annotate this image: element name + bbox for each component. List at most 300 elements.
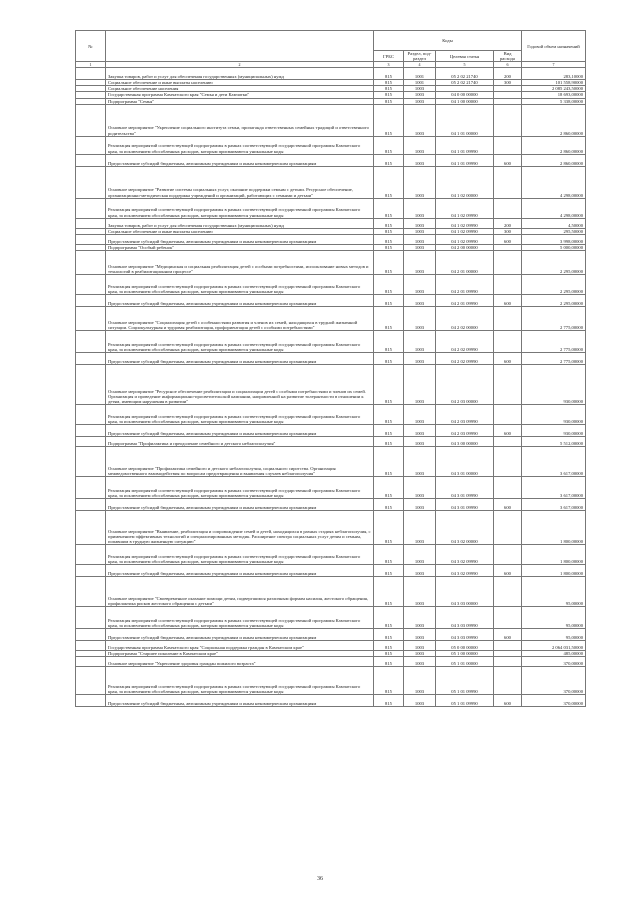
table-row: [76, 154, 586, 166]
row-expense-type: 200: [494, 68, 522, 80]
row-amount: 3 617,00000: [522, 498, 586, 510]
budget-table-page: [75, 30, 585, 707]
row-name: Основное мероприятие "Ресурсное обеспечение реабилитации и социализации детей с особыми потребностями и членов их семей. Организация и проведение информационно-просветительской кампании, направленной на развитие толерантности в отношении к детям, имеющим нарушения в развитии": [106, 364, 374, 404]
row-name: Предоставление субсидий бюджетным, автономным учреждениям и иным некоммерческим организациям: [106, 628, 374, 640]
row-target: 04 3 01 09990: [436, 476, 494, 498]
table-row: [76, 436, 586, 446]
table-row: [76, 606, 586, 628]
row-grbs: 815: [374, 86, 404, 92]
row-grbs: 815: [374, 80, 404, 86]
row-target: 04 3 03 09990: [436, 606, 494, 628]
row-no: [76, 250, 106, 274]
row-expense-type: [494, 640, 522, 650]
row-no: [76, 628, 106, 640]
row-target: 04 2 02 00000: [436, 306, 494, 330]
header-codes: Коды: [374, 31, 522, 51]
row-expense-type: [494, 306, 522, 330]
row-amount: 1 800,00000: [522, 564, 586, 576]
row-amount: 2 860,00000: [522, 154, 586, 166]
row-section: 1001: [404, 68, 436, 80]
row-expense-type: [494, 606, 522, 628]
table-row: [76, 666, 586, 694]
row-section: 1003: [404, 544, 436, 564]
row-name: Предоставление субсидий бюджетным, автономным учреждениям и иным некоммерческим организациям: [106, 234, 374, 244]
row-target: 04 3 01 00000: [436, 446, 494, 476]
row-amount: 2 295,00000: [522, 294, 586, 306]
row-amount: 2 775,00000: [522, 352, 586, 364]
row-name: Государственная программа Камчатского края "Социальная поддержка граждан в Камчатском крае": [106, 640, 374, 650]
row-target: 04 1 01 09990: [436, 136, 494, 154]
row-target: 04 1 02 09990: [436, 228, 494, 234]
row-target: 04 2 03 09990: [436, 424, 494, 436]
row-expense-type: [494, 666, 522, 694]
row-no: [76, 498, 106, 510]
row-name: Основное мероприятие "Укрепление здоровья граждан пожилого возраста": [106, 656, 374, 666]
row-amount: 4 298,00000: [522, 166, 586, 198]
row-expense-type: [494, 330, 522, 352]
table-row: [76, 364, 586, 404]
row-section: 1003: [404, 656, 436, 666]
row-no: [76, 68, 106, 80]
row-expense-type: 600: [494, 352, 522, 364]
row-name: Реализация мероприятий соответствующей подпрограммы в рамках соответствующей государственной программы Камчатского края, за исключением обособленных расходов, которым присваиваются уникальные коды: [106, 544, 374, 564]
row-expense-type: 600: [494, 564, 522, 576]
row-name: Предоставление субсидий бюджетным, автономным учреждениям и иным некоммерческим организациям: [106, 564, 374, 576]
row-grbs: 815: [374, 68, 404, 80]
row-grbs: 815: [374, 446, 404, 476]
row-amount: 1 800,00000: [522, 544, 586, 564]
row-amount: 2 860,00000: [522, 104, 586, 136]
row-no: [76, 218, 106, 228]
row-section: 1003: [404, 666, 436, 694]
row-target: 05 1 01 09990: [436, 666, 494, 694]
row-target: 04 2 02 09990: [436, 330, 494, 352]
row-name: Основное мероприятие "Укрепление социального института семьи, пропаганда ответственных семейных традиций и ответственного родительства": [106, 104, 374, 136]
row-no: [76, 564, 106, 576]
row-name: Подпрограмма "Старшее поколение в Камчатском крае": [106, 650, 374, 656]
row-target: 05 1 01 09990: [436, 694, 494, 706]
header-no: №: [76, 31, 106, 62]
row-grbs: 815: [374, 498, 404, 510]
row-section: 1003: [404, 218, 436, 228]
row-name: Предоставление субсидий бюджетным, автономным учреждениям и иным некоммерческим организациям: [106, 498, 374, 510]
row-expense-type: [494, 104, 522, 136]
row-section: 1003: [404, 640, 436, 650]
row-expense-type: [494, 446, 522, 476]
row-name: Социальное обеспечение населения: [106, 86, 374, 92]
budget-table: [75, 30, 586, 707]
table-row: [76, 564, 586, 576]
row-grbs: 815: [374, 640, 404, 650]
row-target: 04 1 00 00000: [436, 98, 494, 104]
row-section: 1001: [404, 80, 436, 86]
row-grbs: 815: [374, 424, 404, 436]
row-amount: 295,50000: [522, 228, 586, 234]
row-name: Основное мероприятие "Выявление, реабилитация и сопровождение семей и детей, находящихся в разных стадиях неблагополучия, с применением эффективных технологий и специализированных методик. Расширение спектра социальных услуг детям и семьям, попавшим в трудную жизненную ситуацию": [106, 510, 374, 544]
row-amount: 4 298,00000: [522, 198, 586, 218]
row-amount: 3 617,00000: [522, 476, 586, 498]
row-amount: 1 800,00000: [522, 510, 586, 544]
row-no: [76, 104, 106, 136]
row-amount: 370,00000: [522, 656, 586, 666]
row-no: [76, 666, 106, 694]
row-target: 04 3 02 00000: [436, 510, 494, 544]
table-row: [76, 446, 586, 476]
row-target: 04 0 00 00000: [436, 92, 494, 98]
row-name: Социальное обеспечение и иные выплаты населению: [106, 228, 374, 234]
row-grbs: 815: [374, 98, 404, 104]
row-target: 04 2 00 00000: [436, 244, 494, 250]
row-section: 1003: [404, 104, 436, 136]
row-grbs: 815: [374, 352, 404, 364]
row-target: 04 2 03 09990: [436, 404, 494, 424]
row-no: [76, 306, 106, 330]
row-no: [76, 424, 106, 436]
row-expense-type: [494, 436, 522, 446]
row-section: 1003: [404, 306, 436, 330]
row-name: Подпрограмма "Семья": [106, 98, 374, 104]
row-expense-type: 300: [494, 228, 522, 234]
row-section: 1003: [404, 694, 436, 706]
row-grbs: 815: [374, 650, 404, 656]
row-target: 04 1 02 09990: [436, 198, 494, 218]
row-no: [76, 234, 106, 244]
row-amount: 95,00000: [522, 628, 586, 640]
row-target: 04 2 01 09990: [436, 294, 494, 306]
row-no: [76, 544, 106, 564]
row-amount: 5 338,00000: [522, 98, 586, 104]
row-no: [76, 446, 106, 476]
row-amount: 2 775,00000: [522, 306, 586, 330]
table-row: [76, 424, 586, 436]
row-section: 1003: [404, 498, 436, 510]
row-amount: 2 295,00000: [522, 250, 586, 274]
table-row: [76, 218, 586, 228]
row-expense-type: 200: [494, 218, 522, 228]
row-section: 1003: [404, 404, 436, 424]
row-expense-type: 600: [494, 498, 522, 510]
row-section: 1003: [404, 576, 436, 606]
row-no: [76, 364, 106, 404]
row-name: Социальное обеспечение и иные выплаты населению: [106, 80, 374, 86]
row-expense-type: 600: [494, 628, 522, 640]
row-no: [76, 576, 106, 606]
table-row: [76, 640, 586, 650]
row-grbs: 815: [374, 694, 404, 706]
row-name: Закупка товаров, работ и услуг для обеспечения государственных (муниципальных) нужд: [106, 68, 374, 80]
page-number: 36: [317, 876, 323, 882]
header-section: Раздел, под-раздел: [404, 51, 436, 62]
table-row: [76, 306, 586, 330]
row-amount: 930,00000: [522, 424, 586, 436]
row-grbs: 815: [374, 166, 404, 198]
row-amount: 101 558,90000: [522, 80, 586, 86]
row-grbs: 815: [374, 104, 404, 136]
row-amount: 4,50000: [522, 218, 586, 228]
row-section: 1003: [404, 628, 436, 640]
row-grbs: 815: [374, 544, 404, 564]
header-index: 7: [522, 62, 586, 68]
row-expense-type: [494, 656, 522, 666]
row-target: 04 3 02 09990: [436, 544, 494, 564]
row-section: 1003: [404, 330, 436, 352]
row-section: 1003: [404, 92, 436, 98]
row-amount: 2 775,00000: [522, 330, 586, 352]
row-no: [76, 330, 106, 352]
row-name: Реализация мероприятий соответствующей подпрограммы в рамках соответствующей государственной программы Камчатского края, за исключением обособленных расходов, которым присваиваются уникальные коды: [106, 136, 374, 154]
row-amount: 930,00000: [522, 404, 586, 424]
row-expense-type: [494, 576, 522, 606]
row-target: 04 2 02 09990: [436, 352, 494, 364]
row-section: 1003: [404, 228, 436, 234]
row-section: 1003: [404, 352, 436, 364]
row-expense-type: [494, 198, 522, 218]
row-expense-type: 600: [494, 154, 522, 166]
row-expense-type: [494, 510, 522, 544]
header-index: 2: [106, 62, 374, 68]
row-grbs: 815: [374, 244, 404, 250]
table-row: [76, 198, 586, 218]
row-grbs: 815: [374, 564, 404, 576]
header-name: [106, 31, 374, 62]
row-no: [76, 136, 106, 154]
row-name: Реализация мероприятий соответствующей подпрограммы в рамках соответствующей государственной программы Камчатского края, за исключением обособленных расходов, которым присваиваются уникальные коды: [106, 198, 374, 218]
row-section: 1003: [404, 166, 436, 198]
row-target: 04 3 03 00000: [436, 576, 494, 606]
table-row: [76, 274, 586, 294]
row-target: 04 2 01 09990: [436, 274, 494, 294]
row-no: [76, 198, 106, 218]
row-name: Основное мероприятие "Профилактика семейного и детского неблагополучия, социального сиротства. Организация межведомственного взаимодействия по вопросам предотвращения и выявления случаев неблагополучия": [106, 446, 374, 476]
row-grbs: 815: [374, 606, 404, 628]
row-target: 04 1 02 00000: [436, 166, 494, 198]
row-target: 05 0 00 00000: [436, 640, 494, 650]
row-name: Реализация мероприятий соответствующей подпрограммы в рамках соответствующей государственной программы Камчатского края, за исключением обособленных расходов, которым присваиваются уникальные коды: [106, 330, 374, 352]
row-section: 1003: [404, 154, 436, 166]
row-grbs: 815: [374, 294, 404, 306]
table-row: [76, 510, 586, 544]
row-target: 04 3 00 00000: [436, 436, 494, 446]
table-row: [76, 656, 586, 666]
row-amount: 2 064 031,50000: [522, 640, 586, 650]
header-index: 1: [76, 62, 106, 68]
row-section: 1003: [404, 564, 436, 576]
row-amount: 3 998,00000: [522, 234, 586, 244]
row-name: Основное мероприятие "Медицинская и социальная реабилитация детей с особыми потребностями, использование новых методов и технологий в реабилитационном процессе": [106, 250, 374, 274]
row-target: 05 2 02 21740: [436, 68, 494, 80]
table-row: [76, 136, 586, 154]
row-grbs: 815: [374, 154, 404, 166]
row-no: [76, 510, 106, 544]
row-name: Основное мероприятие "Социализация детей с особенностями развития и членов их семей, находящихся в трудной жизненной ситуации. Социокультурная и трудовая реабилитация, профориентация детей с особыми потребностями": [106, 306, 374, 330]
header-index: 5: [436, 62, 494, 68]
row-expense-type: [494, 364, 522, 404]
row-section: 1003: [404, 424, 436, 436]
row-grbs: 815: [374, 92, 404, 98]
table-row: [76, 294, 586, 306]
row-target: 04 2 03 00000: [436, 364, 494, 404]
row-grbs: 815: [374, 404, 404, 424]
row-amount: 370,00000: [522, 694, 586, 706]
row-section: 1003: [404, 136, 436, 154]
row-name: Реализация мероприятий соответствующей подпрограммы в рамках соответствующей государственной программы Камчатского края, за исключением обособленных расходов, которым присваиваются уникальные коды: [106, 404, 374, 424]
row-target: 04 1 02 09990: [436, 234, 494, 244]
row-amount: 485,00000: [522, 650, 586, 656]
row-no: [76, 606, 106, 628]
row-amount: 2 860,00000: [522, 136, 586, 154]
header-index: 3: [374, 62, 404, 68]
row-expense-type: 600: [494, 694, 522, 706]
row-section: 1003: [404, 436, 436, 446]
row-target: 05 2 02 21740: [436, 80, 494, 86]
row-section: 1003: [404, 274, 436, 294]
row-amount: 5 000,00000: [522, 244, 586, 250]
table-row: [76, 694, 586, 706]
row-section: 1003: [404, 650, 436, 656]
table-row: [76, 352, 586, 364]
row-no: [76, 656, 106, 666]
header-index: 4: [404, 62, 436, 68]
row-grbs: 815: [374, 628, 404, 640]
row-name: Предоставление субсидий бюджетным, автономным учреждениям и иным некоммерческим организациям: [106, 424, 374, 436]
row-target: 04 3 01 09990: [436, 498, 494, 510]
row-grbs: 815: [374, 476, 404, 498]
row-target: 05 1 00 00000: [436, 650, 494, 656]
row-section: 1003: [404, 250, 436, 274]
row-section: 1003: [404, 294, 436, 306]
row-name: Реализация мероприятий соответствующей подпрограммы в рамках соответствующей государственной программы Камчатского края, за исключением обособленных расходов, которым присваиваются уникальные коды: [106, 666, 374, 694]
row-amount: 930,00000: [522, 364, 586, 404]
row-name: Реализация мероприятий соответствующей подпрограммы в рамках соответствующей государственной программы Камчатского края, за исключением обособленных расходов, которым присваиваются уникальные коды: [106, 274, 374, 294]
row-name: Предоставление субсидий бюджетным, автономным учреждениям и иным некоммерческим организациям: [106, 694, 374, 706]
row-expense-type: [494, 476, 522, 498]
row-target: 04 1 01 09990: [436, 154, 494, 166]
row-name: Предоставление субсидий бюджетным, автономным учреждениям и иным некоммерческим организациям: [106, 154, 374, 166]
row-target: 04 3 03 09990: [436, 628, 494, 640]
row-name: Основное мероприятие "Своевременное оказание помощи детям, подвергшимся различным формам насилия, жестокого обращения, профилактика рисков жестокого обращения с детьми": [106, 576, 374, 606]
row-amount: 95,00000: [522, 576, 586, 606]
header-grbs: ГРБС: [374, 51, 404, 62]
row-grbs: 815: [374, 228, 404, 234]
row-amount: 2 085 243,50000: [522, 86, 586, 92]
table-row: [76, 628, 586, 640]
header-expense-type: Вид расхода: [494, 51, 522, 62]
row-grbs: 815: [374, 436, 404, 446]
table-row: [76, 404, 586, 424]
row-grbs: 815: [374, 250, 404, 274]
row-name: Закупка товаров, работ и услуг для обеспечения государственных (муниципальных) нужд: [106, 218, 374, 228]
row-expense-type: [494, 404, 522, 424]
row-expense-type: 600: [494, 424, 522, 436]
row-name: Реализация мероприятий соответствующей подпрограммы в рамках соответствующей государственной программы Камчатского края, за исключением обособленных расходов, которым присваиваются уникальные коды: [106, 606, 374, 628]
row-name: Предоставление субсидий бюджетным, автономным учреждениям и иным некоммерческим организациям: [106, 352, 374, 364]
header-target: Целевая статья: [436, 51, 494, 62]
table-row: [76, 250, 586, 274]
table-row: [76, 234, 586, 244]
row-grbs: 815: [374, 274, 404, 294]
row-name: Реализация мероприятий соответствующей подпрограммы в рамках соответствующей государственной программы Камчатского края, за исключением обособленных расходов, которым присваиваются уникальные коды: [106, 476, 374, 498]
row-grbs: 815: [374, 576, 404, 606]
row-no: [76, 274, 106, 294]
header-total: Годовой объем назначений: [522, 31, 586, 62]
row-target: 04 1 02 09990: [436, 218, 494, 228]
row-grbs: 815: [374, 218, 404, 228]
row-expense-type: [494, 274, 522, 294]
row-amount: 2 295,00000: [522, 274, 586, 294]
table-row: [76, 104, 586, 136]
row-expense-type: 600: [494, 234, 522, 244]
row-name: Государственная программа Камчатского края "Семья и дети Камчатки": [106, 92, 374, 98]
table-row: [76, 166, 586, 198]
table-row: [76, 476, 586, 498]
row-section: 1003: [404, 244, 436, 250]
table-row: [76, 330, 586, 352]
row-section: 1003: [404, 510, 436, 544]
row-section: 1003: [404, 446, 436, 476]
row-grbs: 815: [374, 330, 404, 352]
row-grbs: 815: [374, 198, 404, 218]
row-section: 1003: [404, 364, 436, 404]
row-expense-type: [494, 250, 522, 274]
row-grbs: 815: [374, 656, 404, 666]
row-grbs: 815: [374, 364, 404, 404]
row-target: 05 1 01 00000: [436, 656, 494, 666]
row-no: [76, 404, 106, 424]
row-no: [76, 294, 106, 306]
header-index: 6: [494, 62, 522, 68]
table-row: [76, 576, 586, 606]
row-name: Подпрограмма "Профилактика и преодоление семейного и детского неблагополучия": [106, 436, 374, 446]
row-grbs: 815: [374, 510, 404, 544]
row-section: 1003: [404, 234, 436, 244]
row-amount: 283,10000: [522, 68, 586, 80]
row-no: [76, 640, 106, 650]
row-section: 1003: [404, 606, 436, 628]
row-amount: 95,00000: [522, 606, 586, 628]
row-target: 04 2 01 00000: [436, 250, 494, 274]
row-name: Основное мероприятие "Развитие системы социальных услуг, оказание поддержки семьям с детьми. Ресурсное обеспечение, организационно-методическая поддержка учреждений и организаций, работающих с семьями и детьми": [106, 166, 374, 198]
row-no: [76, 154, 106, 166]
row-expense-type: [494, 136, 522, 154]
row-grbs: 815: [374, 234, 404, 244]
row-section: 1003: [404, 476, 436, 498]
row-no: [76, 166, 106, 198]
row-expense-type: 300: [494, 80, 522, 86]
row-section: 1003: [404, 98, 436, 104]
row-expense-type: [494, 544, 522, 564]
row-amount: 3 617,00000: [522, 446, 586, 476]
table-row: [76, 68, 586, 80]
row-expense-type: 600: [494, 294, 522, 306]
row-amount: 370,00000: [522, 666, 586, 694]
row-section: 1003: [404, 86, 436, 92]
row-name: Подпрограмма "Особый ребенок": [106, 244, 374, 250]
row-no: [76, 352, 106, 364]
row-grbs: 815: [374, 666, 404, 694]
row-name: Предоставление субсидий бюджетным, автономным учреждениям и иным некоммерческим организациям: [106, 294, 374, 306]
row-target: 04 1 01 00000: [436, 104, 494, 136]
table-row: [76, 544, 586, 564]
row-grbs: 815: [374, 136, 404, 154]
row-no: [76, 694, 106, 706]
row-amount: 18 693,00000: [522, 92, 586, 98]
row-section: 1003: [404, 198, 436, 218]
row-amount: 5 512,00000: [522, 436, 586, 446]
row-no: [76, 436, 106, 446]
row-no: [76, 476, 106, 498]
table-row: [76, 498, 586, 510]
row-grbs: 815: [374, 306, 404, 330]
